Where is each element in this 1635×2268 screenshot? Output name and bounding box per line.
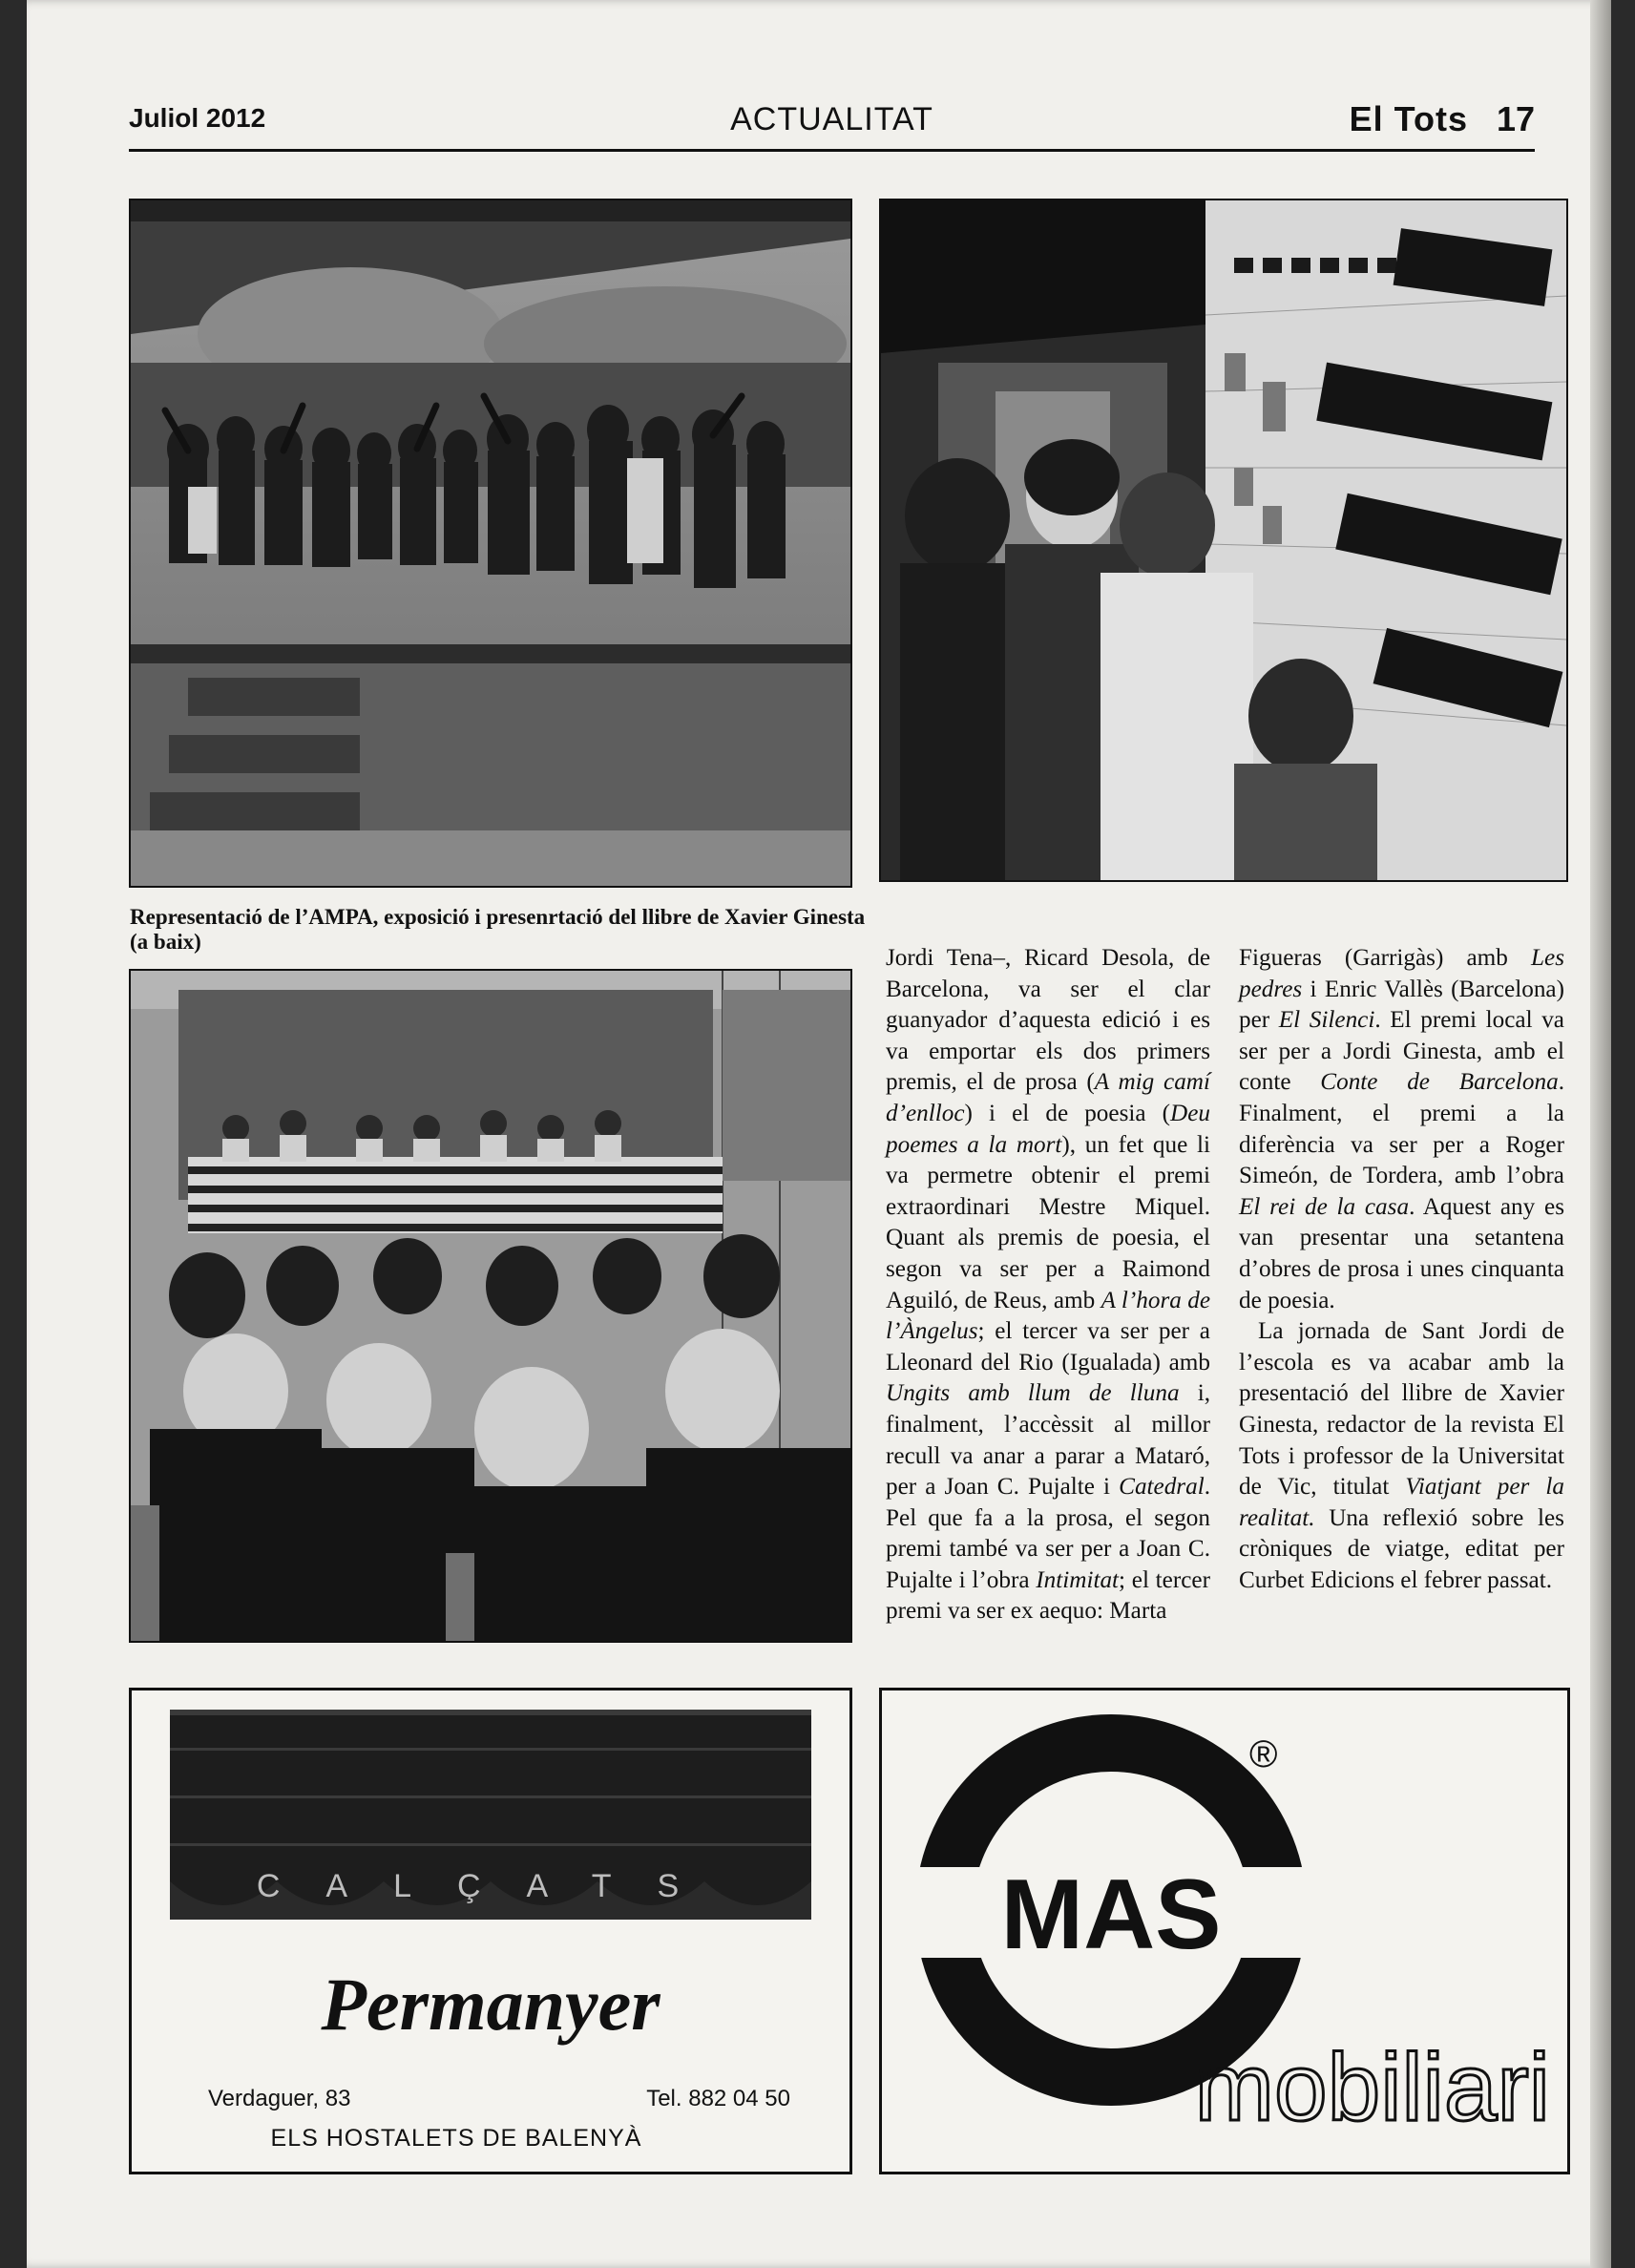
photo-exhibition-image [881,200,1566,880]
ad-calcats-permanyer-graphic [132,1690,849,2172]
article-text: . Finalment, el premi a la diferència va ser per a Roger Simeón, de Tordera, amb l’obra [1239,1069,1564,1189]
awning-text: CALÇATS [256,1868,725,1904]
photo-caption: Representació de l’AMPA, exposició i presenrtació del llibre de Xavier Ginesta (a baix) [130,905,866,954]
work-title: El rei de la casa [1239,1193,1410,1220]
page-spine [1590,0,1611,2268]
work-title: A l’hora de l’Àngelus [886,1287,1210,1345]
article-text: i Enric Vallès (Barcelona) per [1239,976,1564,1034]
photo-book-presentation [129,969,852,1643]
shop-town: ELS HOSTALETS DE BALENYÀ [270,2125,642,2152]
issue-date: Juliol 2012 [129,103,266,133]
article-text: . Aquest any es van presentar una setantena d’obres de prosa i unes cinquanta de poesia. [1239,1193,1564,1313]
section-title: ACTUALITAT [730,101,933,137]
article-text: ; el tercer premi va ser ex aequo: Marta [886,1566,1210,1625]
article-paragraph [1239,1316,1564,1596]
photo-ampa-performance [129,199,852,888]
article-text: ), un fet que li va permetre obtenir el premi extraordinari Mestre Miquel. Quant als premis de poesia, el segon va ser per a Raimond Aguiló, de Reus, amb [886,1131,1210,1313]
article-column-1 [886,943,1210,1628]
article-paragraph [886,943,1210,1628]
photo-exhibition [879,199,1568,882]
work-title: A mig camí d’enlloc [886,1069,1210,1126]
work-title: Conte de Barcelona [1320,1069,1559,1096]
work-title: El Silenci [1278,1007,1375,1034]
article-text: Figueras (Garrigàs) amb [1239,945,1531,971]
article-text: . El premi local va ser per a Jordi Ginesta, amb el conte [1239,1007,1564,1096]
page-number: 17 [1496,99,1535,138]
page-header [129,99,1535,152]
mas-brand: MAS [1000,1859,1222,1970]
registered-mark: ® [1249,1733,1278,1775]
article-text: ; el tercer va ser per a Lleonard del Rio (Igualada) amb [886,1318,1210,1376]
shop-address: Verdaguer, 83 [208,2086,351,2111]
work-title: Catedral [1119,1474,1205,1501]
mas-tagline: mobiliari [1194,2034,1550,2141]
article-text: i, finalment, l’accèssit al millor recull va anar a parar a Mataró, per a Joan C. Pujalte i [886,1380,1211,1501]
work-title: Les pedres [1239,945,1564,1002]
work-title: Deu poemes a la mort [886,1100,1210,1158]
article-paragraph [1239,943,1564,1316]
article-text: Una reflexió sobre les cròniques de viatge, editat per Curbet Edicions el febrer passat. [1239,1504,1564,1593]
article-text: ) i el de poesia ( [964,1100,1171,1126]
ad-mas-mobiliari [879,1688,1570,2174]
work-title: Intimitat [1036,1566,1120,1593]
article-text: Jordi Tena–, Ricard Desola, de Barcelona, va ser el clar guanyador d’aquesta edició i es va emportar els dos primers premis, el de prosa ( [886,945,1210,1096]
book-title: Viatjant per la realitat. [1239,1474,1564,1531]
article-column-2 [1239,943,1564,1596]
article-text: . Pel que fa a la prosa, el segon premi també va ser per a Joan C. Pujalte i l’obra [886,1474,1210,1593]
shop-phone: Tel. 882 04 50 [646,2086,790,2111]
ad-calcats-permanyer [129,1688,852,2174]
ad-mas-mobiliari-graphic [882,1690,1567,2172]
publication-name: El Tots [1349,99,1468,138]
photo-ampa-performance-image [131,200,850,886]
work-title: Ungits amb llum de lluna [886,1380,1180,1407]
shop-brand: Permanyer [321,1963,660,2046]
article-text: La jornada de Sant Jordi de l’escola es va acabar amb la presentació del llibre de Xavier Ginesta, redactor de la revista El Tots i professor de la Universitat de Vic, titulat [1239,1318,1564,1501]
photo-book-presentation-image [131,971,850,1641]
magazine-page [27,0,1611,2268]
